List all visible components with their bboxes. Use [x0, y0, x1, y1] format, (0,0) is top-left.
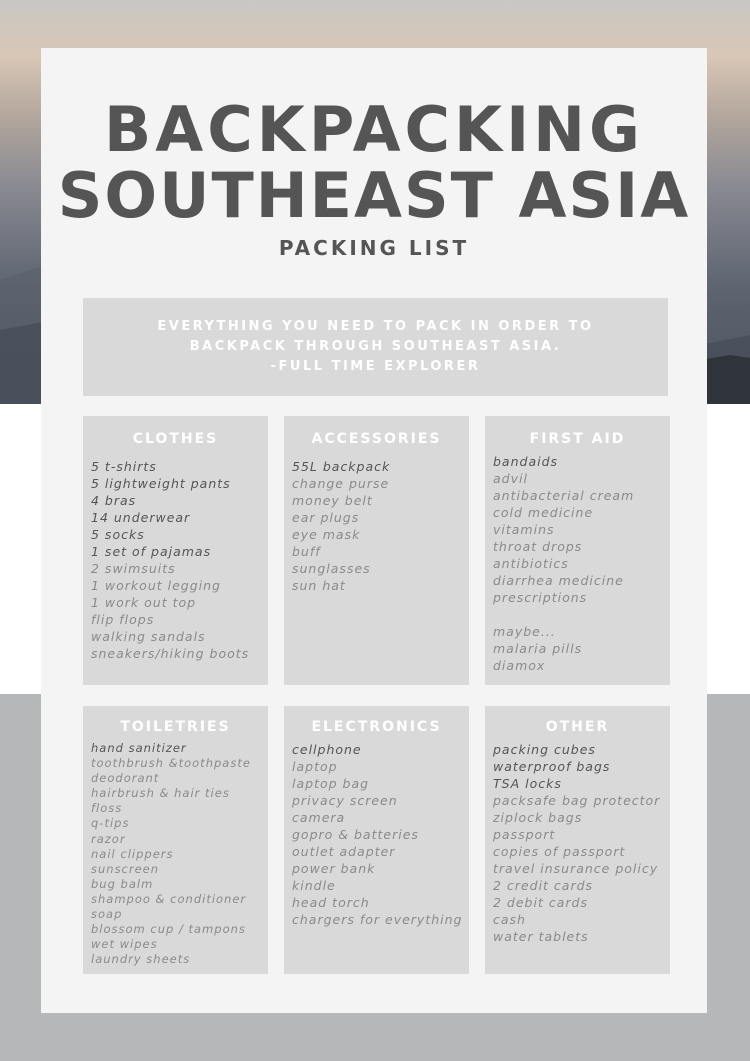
list-item: antibacterial cream	[493, 488, 635, 503]
list-item: packsafe bag protector	[493, 793, 661, 808]
packing-list-card	[41, 48, 707, 1013]
list-item: 4 bras	[91, 493, 137, 508]
list-item: razor	[91, 831, 126, 846]
quote-line: BACKPACK THROUGH SOUTHEAST ASIA.	[189, 339, 562, 354]
section-first-aid	[485, 416, 670, 685]
list-item: money belt	[292, 493, 373, 508]
list-item: eye mask	[292, 527, 361, 542]
section-clothes	[83, 416, 268, 685]
list-item: sunglasses	[292, 561, 371, 576]
section-title: OTHER	[545, 719, 610, 735]
title-line-2: SOUTHEAST ASIA	[57, 159, 691, 232]
list-item: vitamins	[493, 522, 555, 537]
list-item	[493, 606, 670, 623]
list-item: floss	[91, 801, 123, 816]
section-title: ACCESSORIES	[311, 431, 442, 447]
subtitle: PACKING LIST	[278, 236, 470, 260]
list-item: packing cubes	[493, 742, 596, 757]
list-item: deodorant	[91, 771, 160, 786]
list-item: power bank	[292, 861, 376, 876]
list-item: bandaids	[493, 454, 559, 469]
list-item: cold medicine	[493, 505, 594, 520]
list-item: 2 debit cards	[493, 895, 588, 910]
list-item: outlet adapter	[292, 844, 396, 859]
list-item: sneakers/hiking boots	[91, 646, 250, 661]
list-item: 14 underwear	[91, 510, 191, 525]
list-item: malaria pills	[493, 641, 583, 656]
item-list	[83, 458, 268, 662]
list-item: hand sanitizer	[91, 741, 187, 755]
list-item: nail clippers	[91, 846, 174, 861]
list-item: sunscreen	[91, 861, 160, 876]
list-item: bug balm	[91, 876, 154, 891]
list-item: 55L backpack	[292, 459, 391, 474]
list-item: diamox	[493, 658, 546, 673]
list-item: diarrhea medicine	[493, 573, 624, 588]
list-item: head torch	[292, 895, 370, 910]
list-item: prescriptions	[493, 590, 588, 605]
list-item: 2 credit cards	[493, 878, 594, 893]
quote-line: EVERYTHING YOU NEED TO PACK IN ORDER TO	[157, 319, 594, 334]
list-item: 5 socks	[91, 527, 145, 542]
list-item: hairbrush & hair ties	[91, 786, 230, 801]
list-item: 5 lightweight pants	[91, 476, 231, 491]
list-item: cellphone	[292, 742, 362, 757]
list-item: wet wipes	[91, 937, 158, 952]
list-item: privacy screen	[292, 793, 398, 808]
item-list	[284, 741, 469, 928]
quote-attribution: -FULL TIME EXPLORER	[270, 359, 481, 374]
title-line-1: BACKPACKING	[104, 93, 644, 166]
list-item: flip flops	[91, 612, 155, 627]
list-item: cash	[493, 912, 526, 927]
list-item: water tablets	[493, 929, 589, 944]
item-list	[83, 741, 268, 967]
list-item: toothbrush &toothpaste	[91, 756, 251, 771]
list-item: 5 t-shirts	[91, 459, 157, 474]
list-item: maybe...	[493, 624, 556, 639]
list-item: soap	[91, 907, 123, 922]
list-item: blossom cup / tampons	[91, 922, 246, 937]
section-title: TOILETRIES	[120, 719, 231, 735]
list-item: camera	[292, 810, 346, 825]
list-item: walking sandals	[91, 629, 206, 644]
list-item: advil	[493, 471, 528, 486]
list-item: shampoo & conditioner	[91, 891, 247, 906]
section-title: ELECTRONICS	[311, 719, 442, 735]
list-item: passport	[493, 827, 556, 842]
section-title: FIRST AID	[529, 431, 626, 447]
section-title: CLOTHES	[132, 431, 219, 447]
list-item: throat drops	[493, 539, 583, 554]
item-list	[485, 741, 670, 945]
list-item: chargers for everything	[292, 912, 463, 927]
list-item: travel insurance policy	[493, 861, 659, 876]
list-item: 1 work out top	[91, 595, 197, 610]
list-item: waterproof bags	[493, 759, 611, 774]
list-item: 1 workout legging	[91, 578, 221, 593]
section-other	[485, 706, 670, 974]
list-item: buff	[292, 544, 321, 559]
list-item: antibiotics	[493, 556, 569, 571]
section-electronics	[284, 706, 469, 974]
list-item: kindle	[292, 878, 336, 893]
list-item: 1 set of pajamas	[91, 544, 212, 559]
list-item: laptop	[292, 759, 338, 774]
list-item: ziplock bags	[493, 810, 583, 825]
list-item: TSA locks	[493, 776, 562, 791]
list-item: laptop bag	[292, 776, 370, 791]
quote-box	[83, 298, 668, 396]
list-item: 2 swimsuits	[91, 561, 176, 576]
list-item: gopro & batteries	[292, 827, 419, 842]
list-item: sun hat	[292, 578, 346, 593]
list-item: q-tips	[91, 816, 130, 831]
section-accessories	[284, 416, 469, 685]
list-item: copies of passport	[493, 844, 626, 859]
section-toiletries	[83, 706, 268, 974]
list-item: ear plugs	[292, 510, 360, 525]
list-item: laundry sheets	[91, 952, 191, 967]
item-list	[485, 453, 670, 674]
item-list	[284, 458, 469, 594]
list-item: change purse	[292, 476, 390, 491]
